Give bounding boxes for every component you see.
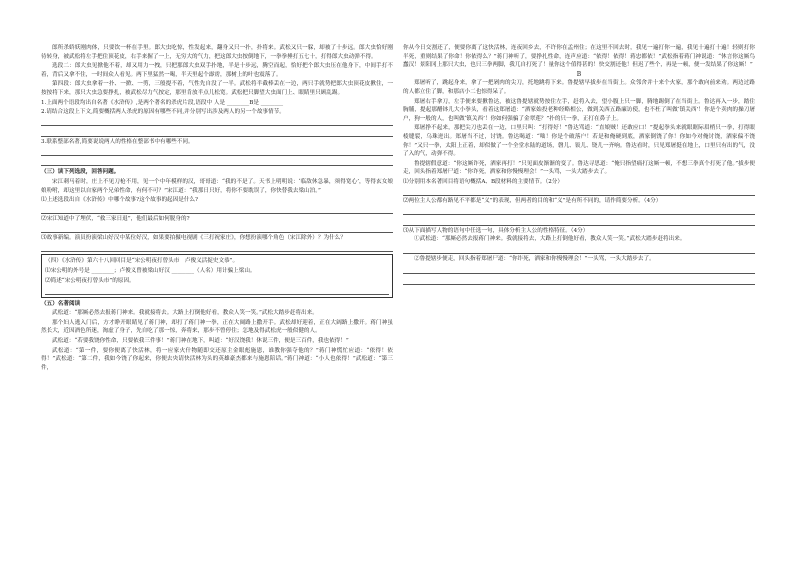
section-3-question-2: ⑵宋江知道中了埋伏，“救三家日退”，他们最后如何脱身的? bbox=[41, 216, 190, 223]
section-4-title: （四）《水浒传》第六十八回回目是“宋公明夜打曾头市 卢俊义活捉史文恭”。 bbox=[45, 258, 239, 265]
answer-line[interactable] bbox=[403, 216, 755, 226]
passage-paragraph: 鲁提辖假意道：“你这厮诈死，洒家再打！”只见面皮渐渐的变了。鲁达寻思道：“俺只指望痛打这厮一顿，不想三拳真个打死了他。”拔步便走，回头指着郑屠尸道：“你诈死，洒家和你慢慢理会！”一头骂，一头大踏步去了。 bbox=[403, 160, 755, 176]
right-column bbox=[403, 44, 755, 286]
passage-paragraph: 那个妇人逃入门后，方才睁开眼睛见了蒋门神，却打了蒋门神一拳，正在大阔路上撒开手。武松却好迎着，正在大阔路上撒开。蒋门神虽然长大，近因酒色所迷，淘虚了身子，先自吃了那一惊，奔将来，那步不曾停住；怎地及得武松虎一般似健的人。 bbox=[41, 319, 393, 335]
answer-line[interactable] bbox=[41, 224, 393, 234]
answer-line[interactable] bbox=[41, 243, 393, 253]
section-5-title: （五）名著阅读 bbox=[41, 300, 81, 307]
passage-paragraph: 你从今日交割还了，便要你离了这快活林，连夜回乡去，不许你在孟州住；在这里不回去时，我见一遍打你一遍，我见十遍打十遍！轻则打你半死，重则结果了你命！你依得么？”蒋门神听了，要挣扎性命，连声应道：“依得！依得！蒋忠都依！”武松指着蒋门神说道：“休言你这厮鸟蠢汉！景阳冈上那只大虫，也只三拳两脚，我兀自打死了！量你这个值得甚的！快交割还他！但迟了些个，再是一顿，便一发结果了你这厮！” bbox=[403, 45, 755, 69]
answer-line[interactable] bbox=[403, 245, 755, 255]
answer-line[interactable] bbox=[41, 157, 393, 167]
passage-paragraph: 武松道：“第一件，要你便离了快活林，将一应家火什物随即交还原主金眼彪施恩，谁教你强夺他的？”蒋门神慌忙应道：“依得！依得！”武松道：“第二件，我如今饶了你起来，你便去央请快活林为头的英雄豪杰都来与施恩陪话。”蒋门神道：“小人也依得！”武松道：“第三件， bbox=[41, 347, 393, 371]
answer-line[interactable] bbox=[41, 117, 393, 127]
right-question-1: ⑴分别用本名著回目将语句概括A、B段材料的主要情节。（2分） bbox=[403, 178, 563, 185]
section-3-question-1: ⑴上述选段出自《水浒传》中哪个故事?这个故事的起因是什么? bbox=[41, 197, 199, 204]
section-3-title: （三）读下列选段，回答问题。 bbox=[41, 169, 120, 176]
passage-paragraph: 武松道：“若要我饶你性命，只要依我三件事！”蒋门神在地下，叫道：“好汉饶我！休说三件，便是三百件，我也依得！” bbox=[52, 338, 349, 345]
answer-line[interactable] bbox=[403, 275, 755, 285]
passage-paragraph: 武松道：“那厮必然去报蒋门神来。我就接将去。大路上打倒他好看，教众人笑一笑。”武松大踏步赶将出来。 bbox=[52, 310, 318, 317]
passage-paragraph: 郑屠挣不起来，那把尖刀也丢在一边，口里只叫：“打得好！”鲁达骂道：“直娘贼！还敢应口！”提起拳头来就眼眶际眉梢只一拳，打得眼棱缝裂，乌珠迸出。郑屠当不过，讨饶。鲁达喝道：“咄！你是个破落户！若是和俺硬到底，洒家倒饶了你！你如今对俺讨饶，洒家偏不饶你！”又只一拳，太阳上正着，却似做了一个全堂水陆的道场，磬儿、钹儿、铙儿一齐响。鲁达看时，只见郑屠挺在地上，口里只有出的气，没了入的气，动弹不得。 bbox=[403, 125, 755, 158]
passage-paragraph: 郑屠右手拿刀，左手便来要揪鲁达，被这鲁提辖就势按住左手，赶将入去，望小腹上只一脚，腾地踢倒了在当街上。鲁达再入一步，踏住胸脯，提起那醋钵儿大小拳头，看着这郑屠道：“洒家始投老种经略相公，做到关西五路廉访使，也不枉了叫做‘镇关西’！你是个卖肉的操刀屠户，狗一般的人，也叫做‘镇关西’！你如何强骗了金翠莲？”扑的只一拳，正打在鼻子上。 bbox=[403, 98, 755, 122]
passage-paragraph: 第四段：郎大虫拿着一扑、一掀、一剪，三般提不着，气性先自没了一半。武松将半截棒丢在一边，两只手就势把郎大虫顶花皮揪住，一按按将下来，那只大虫急要挣扎，被武松尽力气按定，那里肯放半点儿松宽。武松把只脚望大虫面门上、眼睛里只顾乱踢。 bbox=[41, 81, 393, 96]
passage-paragraph: 郎所杀娇妖刚肉体，只要饮一杯在手里。郎大虫吃惊，性发起来，翻身又只一扑，扑将来。武松又只一躲，却被了十步远。郎大虫恰好刚待转身，被武松将左手把住顶花皮，右手来握了一上，无穷大的气力，把这郎大虫按倒地下，一拳拳捶打五七十，打得郎大虫动弹不得。 bbox=[41, 45, 393, 60]
section-4-box bbox=[41, 254, 393, 297]
answer-line[interactable] bbox=[41, 205, 393, 215]
section-4-question-1: ⑴宋公明的外号是 ________；卢俊义曾被梁山好汉 ________（人名）用计骗上梁山。 bbox=[45, 268, 256, 274]
option-1: ①武松道：“那厮必然去报蒋门神来。我就接将去，大路上打倒他好看，教众人笑一笑。”武松大踏步赶将出来。 bbox=[414, 236, 686, 243]
answer-line[interactable] bbox=[45, 285, 389, 295]
passage-paragraph: 选段二：郎大虫见掀他不着，却又用力一拽，只把那郎大虫双手扑地，半是十步远，腾空而起，恰好把个郎大虫压在他身下，中间手打不着，背后又拿不住，一时间众人看见。两下里猛然一喝，半天里起个霹雳，那树上的叶也震落了。 bbox=[41, 63, 393, 78]
answer-line[interactable] bbox=[41, 127, 393, 137]
option-2: ②鲁提辖步便走，回头指着郑屠尸道：“你诈死，洒家和你慢慢理会！”一头骂，一头大踏步去了。 bbox=[414, 256, 655, 263]
answer-line[interactable] bbox=[41, 146, 393, 156]
question-3: 3.联系整部名著,简要说说两人的性格在整部书中有哪些不同。 bbox=[41, 138, 194, 145]
left-column bbox=[41, 44, 393, 373]
answer-line[interactable] bbox=[403, 187, 755, 197]
section-4-question-2: ⑵简述“宋公明夜打曾头市”的原因。 bbox=[45, 277, 135, 284]
answer-line[interactable] bbox=[403, 265, 755, 275]
passage-paragraph: 郑屠听了，跳起身来，拿了一把剁肉的尖刀，托地跳将下来。鲁提辖早拔步在当街上。众邻舍并十来个火家，那个敢向前来劝。两边过路的人都立住了脚，和那店小二也惊得呆了。 bbox=[403, 80, 755, 95]
answer-line[interactable] bbox=[403, 206, 755, 216]
passage-paragraph: 宋江刺马着时，庄上不见刀枪不用，见一个中年模样的汉，哥哥道：“我的不是了。天书上明明说：‘临敌休急暴，须得宽心’，等得玄女娘娘吩咐，却这里以自家两个兄弟性命，有何不可？”宋江道：“我那日只好，将你不要耽误了，你快替我去梁山泊。” bbox=[41, 178, 393, 194]
paragraph-label-b: B bbox=[576, 70, 582, 78]
right-question-3: ⑶从下面描写人物的语句中任选一句，具体分析主人公的性格特征。（4分） bbox=[403, 227, 589, 234]
right-question-2: ⑵两位主人公都有路见不平都是“义”的表现，但两者的目的和“义”是有所不同的，请作简要分析。（4分） bbox=[403, 198, 662, 204]
question-1: 1.上面两个语段均出自名著《水浒传》,是两个著名的杀虎片段,语段中 人是 ________B是 ________ bbox=[41, 99, 284, 106]
section-3-question-3: ⑶故事新编。演员扮演梁山好汉中某位好汉，如果要拍摄电视剧《三打祝家庄》，你想扮演哪个角色（宋江除外）？为什么？ bbox=[41, 235, 346, 242]
question-2: 2.请结合这段上下文,简要概括两人杀虎的原因有哪些不同,并分别写出涉及两人的另一个故事情节。 bbox=[41, 109, 285, 116]
